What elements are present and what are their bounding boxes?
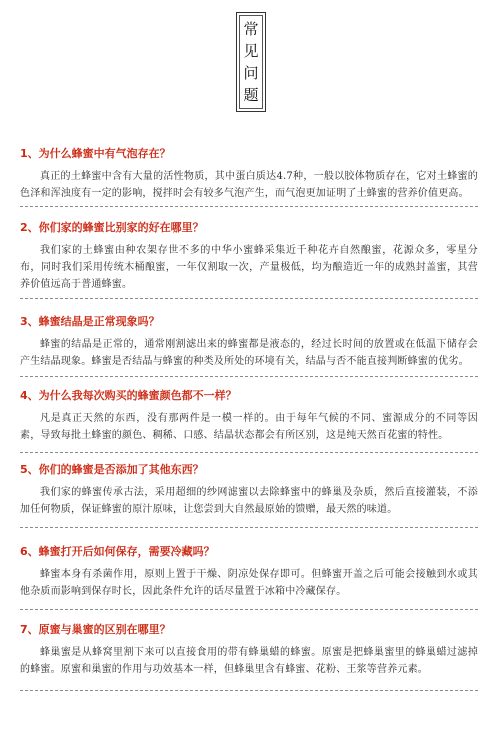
faq-item bbox=[20, 146, 478, 202]
faq-question: 5、你们的蜂蜜是否添加了其他东西？ bbox=[20, 463, 204, 476]
faq-answer: 我们家的土蜂蜜由种农架存世不多的中华小蜜蜂采集近千种花卉自然酿蜜，花源众多，零星分布，同时我们采用传统木桶酿蜜，一年仅割取一次，产量极低，均为酿造近一年的成熟封盖蜜，其营养价值远高于普通蜂蜜。 bbox=[20, 245, 478, 290]
faq-item bbox=[20, 314, 478, 370]
faq-item bbox=[20, 622, 478, 678]
page-title-char: 见 bbox=[243, 42, 259, 60]
faq-answer: 我们家的蜂蜜传承古法，采用超细的纱网滤蜜以去除蜂蜜中的蜂巢及杂质，然后直接灌装，不添加任何物质，保证蜂蜜的原汁原味，让您尝到大自然最原始的馈赠，最天然的味道。 bbox=[20, 487, 478, 515]
faq-answer: 凡是真正天然的东西，没有那两件是一模一样的。由于每年气候的不同、蜜源成分的不同等因素，导致每批土蜂蜜的颜色、稠稀、口感、结晶状态都会有所区别，这是纯天然百花蜜的特性。 bbox=[20, 413, 478, 441]
faq-answer: 蜂巢蜜是从蜂窝里割下来可以直接食用的带有蜂巢蜡的蜂蜜。原蜜是把蜂巢蜜里的蜂巢蜡过滤掉的蜂蜜。原蜜和巢蜜的作用与功效基本一样，但蜂巢里含有蜂蜜、花粉、王浆等营养元素。 bbox=[20, 647, 478, 675]
faq-question: 4、为什么我每次购买的蜂蜜颜色都不一样？ bbox=[20, 389, 237, 402]
faq-question: 6、蜂蜜打开后如何保存，需要冷藏吗？ bbox=[20, 545, 215, 558]
faq-question: 3、蜂蜜结晶是正常现象吗？ bbox=[20, 315, 160, 328]
faq-item bbox=[20, 462, 478, 518]
page-title bbox=[236, 12, 266, 112]
faq-item bbox=[20, 544, 478, 600]
divider bbox=[20, 527, 478, 528]
faq-question: 2、你们家的蜂蜜比别家的好在哪里？ bbox=[20, 221, 204, 234]
faq-question: 7、原蜜与巢蜜的区别在哪里？ bbox=[20, 623, 171, 636]
divider bbox=[20, 452, 478, 453]
page-title-char: 题 bbox=[243, 86, 259, 104]
divider bbox=[20, 609, 478, 610]
faq-question: 1、为什么蜂蜜中有气泡存在？ bbox=[20, 147, 171, 160]
faq-answer: 真正的土蜂蜜中含有大量的活性物质，其中蛋白质达4.7种，一般以胶体物质存在，它对土蜂蜜的色泽和浑浊度有一定的影响，搅拌时会有较多气泡产生，而气泡更加证明了土蜂蜜的营养价值更高。 bbox=[20, 171, 478, 199]
page-title-char: 问 bbox=[243, 64, 259, 82]
divider bbox=[20, 298, 478, 299]
divider bbox=[20, 206, 478, 207]
faq-answer: 蜂蜜本身有杀菌作用，原则上置于干燥、阴凉处保存即可。但蜂蜜开盖之后可能会接触到水或其他杂质而影响到保存时长，因此条件允许的话尽量置于冰箱中冷藏保存。 bbox=[20, 569, 478, 597]
faq-answer: 蜂蜜的结晶是正常的，通常刚割滤出来的蜂蜜都是液态的，经过长时间的放置或在低温下储存会产生结晶现象。蜂蜜是否结晶与蜂蜜的种类及所处的环境有关，结晶与否不能直接判断蜂蜜的优劣。 bbox=[20, 339, 478, 367]
faq-item bbox=[20, 388, 478, 444]
divider bbox=[20, 376, 478, 377]
divider bbox=[20, 690, 478, 691]
faq-item bbox=[20, 220, 478, 293]
page-title-char: 常 bbox=[243, 20, 259, 38]
